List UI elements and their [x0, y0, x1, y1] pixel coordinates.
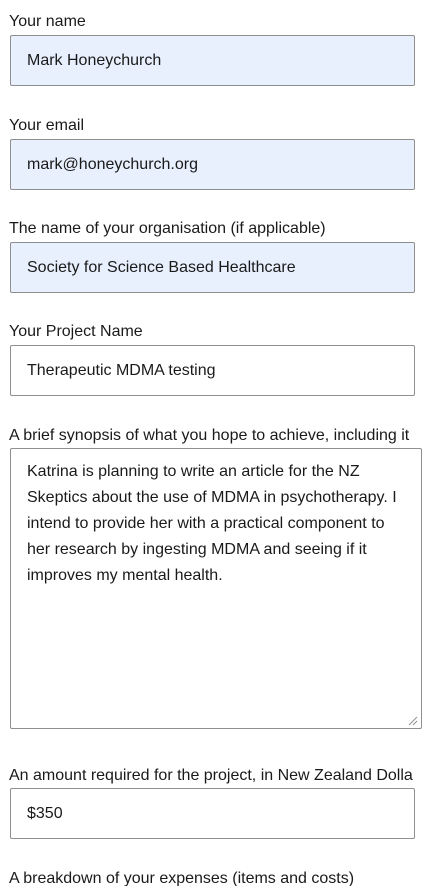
- resize-grip-icon[interactable]: [408, 716, 418, 726]
- amount-label: An amount required for the project, in New Zealand Dolla: [9, 767, 413, 784]
- email-field[interactable]: [10, 139, 415, 190]
- amount-field[interactable]: [10, 788, 415, 839]
- name-field[interactable]: [10, 35, 415, 86]
- project-name-label: Your Project Name: [9, 323, 143, 340]
- email-label: Your email: [9, 117, 85, 134]
- organisation-field[interactable]: [10, 242, 415, 293]
- expenses-label: A breakdown of your expenses (items and costs): [9, 870, 355, 886]
- project-name-field[interactable]: [10, 345, 415, 396]
- name-label: Your name: [9, 13, 86, 30]
- organisation-label: The name of your organisation (if applicable): [9, 220, 326, 237]
- synopsis-label: A brief synopsis of what you hope to achieve, including it: [9, 427, 410, 444]
- synopsis-textarea[interactable]: [10, 448, 422, 729]
